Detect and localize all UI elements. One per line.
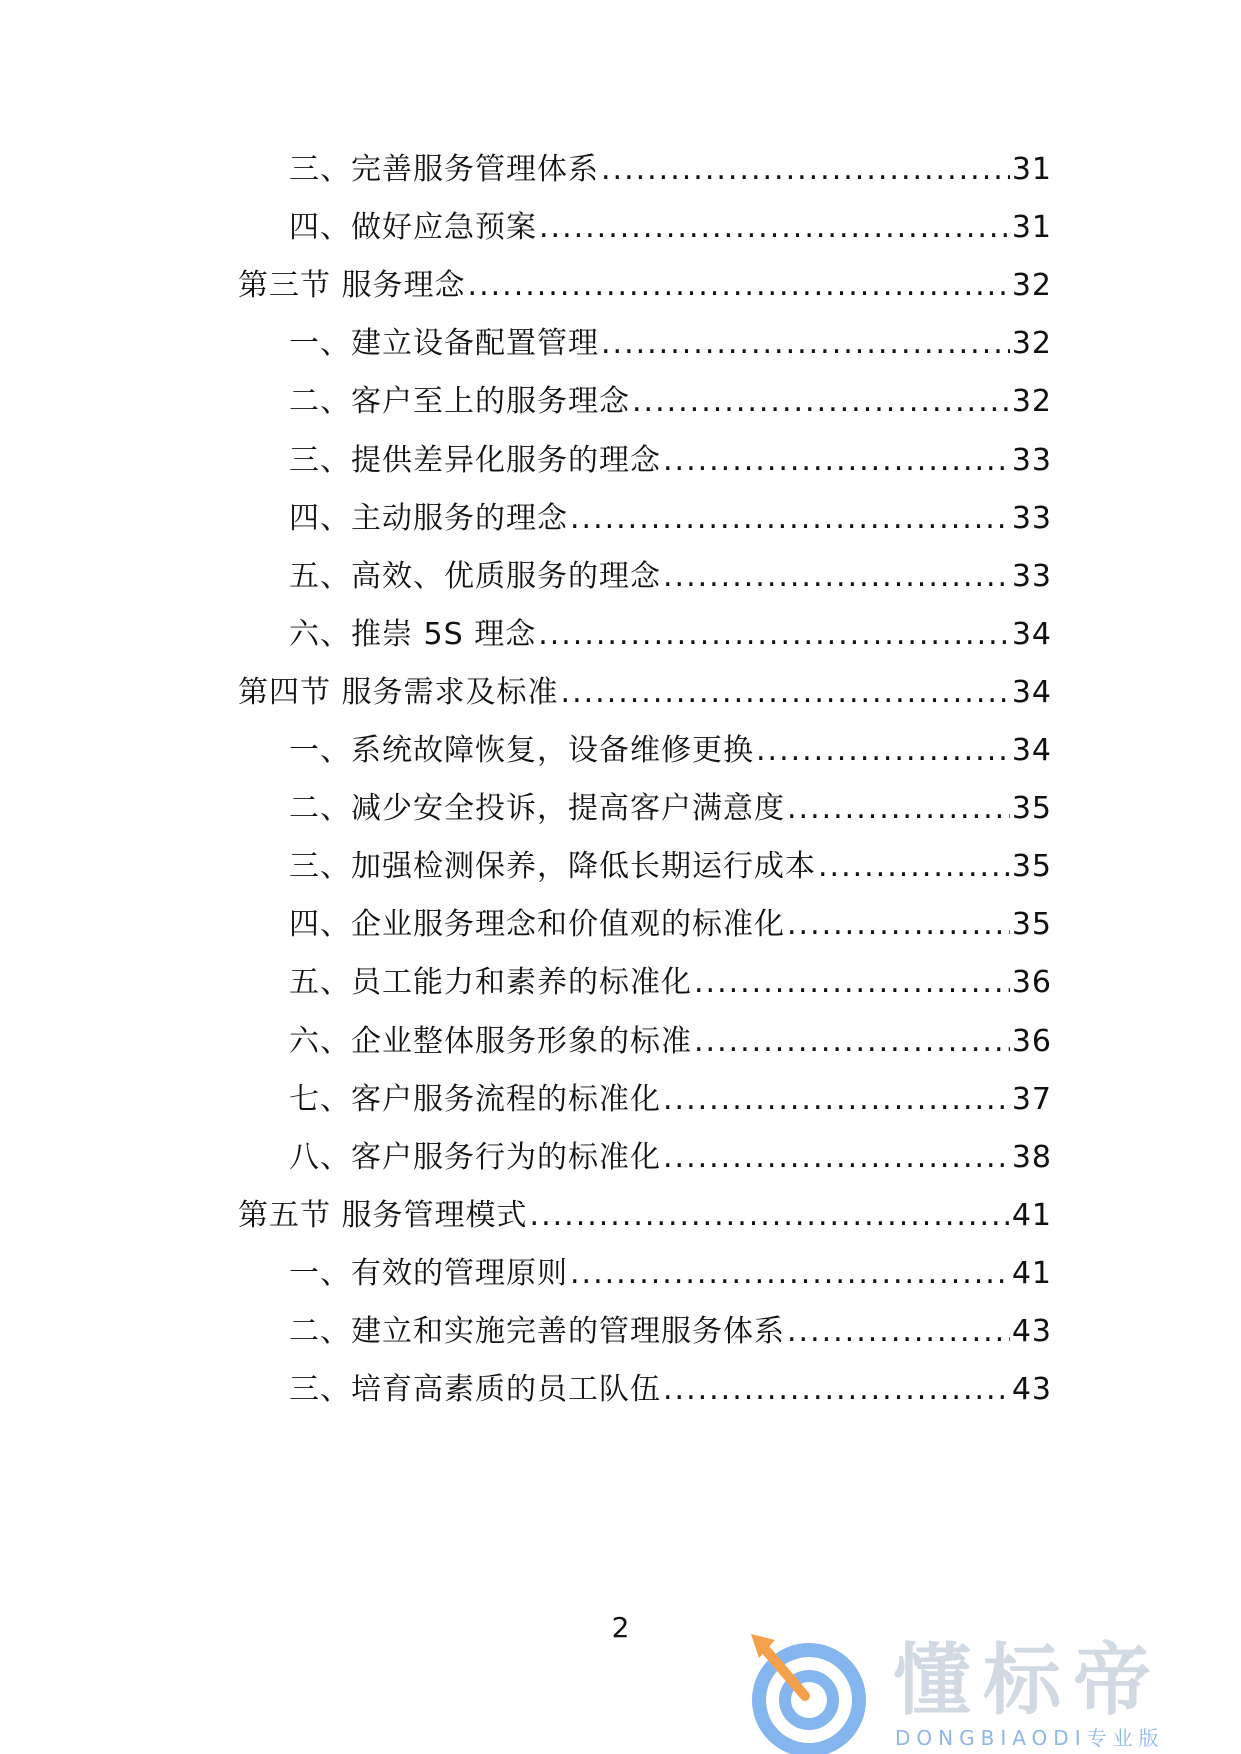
toc-entry-title: 一、系统故障恢复，设备维修更换 [289,733,754,768]
toc-entry-page: 35 [1011,907,1052,943]
toc-dot-leader [787,789,1010,829]
toc-dot-leader [538,615,1010,655]
toc-entry-title: 二、客户至上的服务理念 [289,384,630,420]
toc-dot-leader [663,1080,1010,1120]
toc-entry-title: 五、员工能力和素养的标准化 [289,965,692,1001]
watermark [745,1630,1225,1754]
toc-subsection-entry [289,1312,1052,1352]
toc-entry-page: 38 [1011,1139,1052,1175]
toc-entry-page: 41 [1011,1197,1052,1233]
toc-subsection-entry [289,1022,1052,1062]
toc-subsection-entry [289,963,1052,1003]
toc-section-entry [238,673,1052,713]
toc-dot-leader [818,847,1010,887]
target-arrow-icon [745,1630,875,1754]
toc-entry-title: 七、客户服务流程的标准化 [289,1081,661,1117]
toc-entry-page: 33 [1011,558,1052,594]
toc-entry-page: 32 [1011,268,1052,304]
page-number: 2 [611,1611,630,1644]
toc-entry-page: 31 [1011,210,1052,246]
toc-subsection-entry [289,789,1052,829]
toc-dot-leader [561,673,1010,713]
toc-entry-title: 三、完善服务管理体系 [289,152,599,187]
toc-subsection-entry [289,615,1052,655]
toc-dot-leader [601,324,1010,364]
toc-subsection-entry [289,1080,1052,1120]
toc-dot-leader [663,441,1010,481]
toc-entry-title: 六、企业整体服务形象的标准 [289,1023,692,1059]
toc-subsection-entry [289,1254,1052,1294]
toc-entry-title: 第五节 服务管理模式 [238,1197,528,1233]
toc-dot-leader [694,963,1010,1003]
toc-subsection-entry [289,1370,1052,1410]
toc-entry-title: 四、主动服务的理念 [289,500,568,536]
toc-entry-page: 43 [1011,1372,1052,1408]
toc-dot-leader [787,905,1010,945]
toc-dot-leader [601,150,1010,190]
toc-section-entry [238,1196,1052,1236]
toc-entry-title: 四、企业服务理念和价值观的标准化 [289,907,785,943]
toc-entry-title: 三、培育高素质的员工队伍 [289,1372,661,1408]
toc-dot-leader [570,1254,1010,1294]
toc-dot-leader [663,1138,1010,1178]
toc-dot-leader [694,1022,1010,1062]
toc-entry-page: 32 [1011,326,1052,362]
toc-dot-leader [570,499,1010,539]
toc-subsection-entry [289,499,1052,539]
toc-entry-page: 36 [1011,965,1052,1001]
toc-entry-title: 一、建立设备配置管理 [289,326,599,362]
toc-subsection-entry [289,324,1052,364]
toc-entry-title: 四、做好应急预案 [289,210,537,246]
toc-dot-leader [663,557,1010,597]
toc-subsection-entry [289,731,1052,771]
toc-subsection-entry [289,557,1052,597]
toc-entry-page: 32 [1011,384,1052,420]
toc-subsection-entry [289,382,1052,422]
toc-dot-leader [663,1370,1010,1410]
toc-entry-page: 35 [1011,849,1052,885]
toc-entry-page: 41 [1011,1255,1052,1291]
toc-entry-page: 33 [1011,442,1052,478]
watermark-brand: 懂标帝 [893,1636,1164,1726]
toc-subsection-entry [289,847,1052,887]
watermark-subtitle: DONGBIAODI专业版 [895,1726,1165,1750]
toc-entry-page: 34 [1011,733,1052,768]
toc-dot-leader [468,266,1010,306]
toc-entry-page: 34 [1011,616,1052,652]
toc-entry-page: 37 [1011,1081,1052,1117]
toc-entry-title: 五、高效、优质服务的理念 [289,558,661,594]
toc-dot-leader [530,1196,1010,1236]
toc-entry-title: 一、有效的管理原则 [289,1255,568,1291]
toc-dot-leader [756,731,1010,771]
toc-entry-title: 二、减少安全投诉，提高客户满意度 [289,791,785,827]
toc-subsection-entry [289,208,1052,248]
toc-entry-page: 36 [1011,1023,1052,1059]
toc-entry-title: 六、推崇 5S 理念 [289,616,537,652]
toc-entry-title: 二、建立和实施完善的管理服务体系 [289,1314,785,1349]
toc-subsection-entry [289,905,1052,945]
toc-entry-title: 第四节 服务需求及标准 [238,674,559,710]
toc-entry-page: 33 [1011,500,1052,536]
toc-entry-title: 三、加强检测保养，降低长期运行成本 [289,849,816,885]
toc-entry-page: 43 [1011,1314,1052,1349]
toc-section-entry [238,266,1052,306]
toc-subsection-entry [289,441,1052,481]
toc-entry-page: 31 [1011,152,1052,187]
toc-entry-page: 34 [1011,674,1052,710]
toc-dot-leader [787,1312,1010,1352]
toc-entry-title: 三、提供差异化服务的理念 [289,442,661,478]
toc-subsection-entry [289,150,1052,190]
toc-dot-leader [539,208,1010,248]
toc-entry-title: 第三节 服务理念 [238,268,466,304]
toc-dot-leader [632,382,1010,422]
toc-subsection-entry [289,1138,1052,1178]
toc-entry-title: 八、客户服务行为的标准化 [289,1139,661,1175]
toc-entry-page: 35 [1011,791,1052,827]
